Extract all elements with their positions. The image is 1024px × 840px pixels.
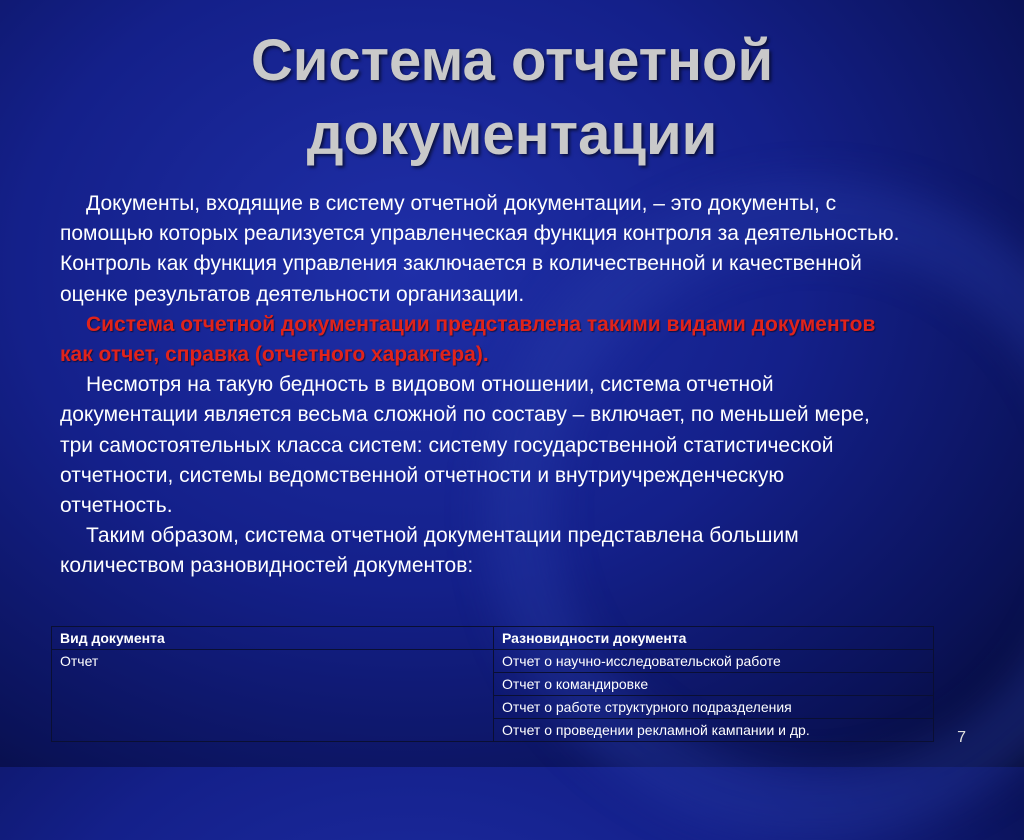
variety-cell: Отчет о научно-исследовательской работе: [494, 650, 934, 673]
variety-cell: Отчет о проведении рекламной кампании и др.: [494, 719, 934, 742]
variety-cell: Отчет о командировке: [494, 673, 934, 696]
slide-body: [60, 189, 900, 582]
page-number: 7: [957, 729, 966, 746]
table-header-row: [52, 627, 934, 650]
table-row: [52, 650, 934, 673]
paragraph-composition: Несмотря на такую бедность в видовом отношении, система отчетной документации является весьма сложной по составу – включает, по меньшей мере, три самостоятельных класса систем: систему государственной статистической отчетности, системы ведомственной отчетности и внутриучрежденческую отчетность.: [60, 373, 870, 518]
title-line-1: Система отчетной: [250, 28, 774, 93]
paragraph-definition: Документы, входящие в систему отчетной документации, – это документы, с помощью которых реализуется управленческая функция контроля за деятельностью. Контроль как функция управления заключается в количественной и качественной оценке результатов деятельности организации.: [60, 192, 900, 306]
paragraph-highlight: Система отчетной документации представлена такими видами документов как отчет, справка (отчетного характера).: [60, 312, 876, 367]
doc-type-cell: Отчет: [52, 650, 494, 742]
document-types-table: [51, 626, 934, 742]
slide-title: [0, 24, 1024, 172]
variety-cell: Отчет о работе структурного подразделения: [494, 696, 934, 719]
table-header-cell: Вид документа: [52, 627, 494, 650]
table-header-cell: Разновидности документа: [494, 627, 934, 650]
title-line-2: документации: [306, 102, 718, 167]
paragraph-conclusion: Таким образом, система отчетной документации представлена большим количеством разновидностей документов:: [60, 524, 799, 578]
